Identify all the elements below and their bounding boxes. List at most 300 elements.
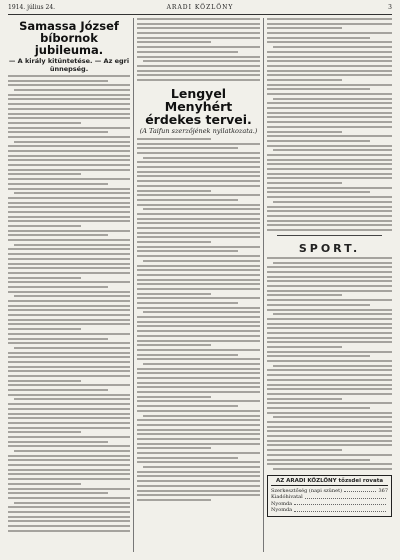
text-line (137, 316, 260, 318)
text-line (137, 56, 260, 58)
text-line (267, 369, 392, 371)
text-line (137, 382, 260, 384)
text-line (8, 188, 130, 190)
text-line (8, 338, 108, 340)
text-line (267, 337, 392, 339)
text-line (137, 199, 238, 201)
text-line (267, 37, 370, 39)
text-line (137, 204, 260, 206)
text-line (137, 377, 260, 379)
text-line (14, 295, 130, 297)
text-line (137, 23, 260, 25)
text-line (8, 408, 130, 410)
text-line (137, 152, 260, 154)
text-line (137, 494, 260, 496)
text-line (267, 140, 370, 142)
text-line (267, 220, 392, 222)
text-line (8, 300, 130, 302)
text-line (137, 166, 260, 168)
text-line (267, 18, 392, 20)
text-line (8, 436, 130, 438)
text-line (273, 313, 392, 315)
text-line (137, 269, 260, 271)
text-line (8, 333, 130, 335)
text-line (137, 255, 260, 257)
text-line (8, 197, 130, 199)
text-line (267, 276, 392, 278)
text-line (137, 161, 260, 163)
text-line (137, 79, 260, 81)
text-line (267, 177, 392, 179)
text-line (137, 185, 260, 187)
column-1 (8, 18, 130, 552)
text-line (267, 107, 392, 109)
text-line (273, 262, 392, 264)
text-line (137, 232, 260, 234)
text-line (8, 183, 108, 185)
column-2 (137, 18, 260, 552)
text-line (273, 201, 392, 203)
text-line (137, 227, 260, 229)
text-line (267, 191, 370, 193)
text-line (267, 27, 342, 29)
text-line (137, 400, 260, 402)
text-line (267, 145, 392, 147)
text-line (8, 173, 81, 175)
text-line (137, 37, 260, 39)
text-line (267, 398, 342, 400)
text-line (8, 211, 130, 213)
text-line (137, 74, 260, 76)
text-line (267, 463, 392, 465)
text-line (267, 402, 392, 404)
text-line (267, 187, 392, 189)
column-divider (263, 18, 264, 552)
text-line (137, 335, 260, 337)
text-line (267, 299, 392, 301)
text-line (143, 260, 260, 262)
article-body (267, 257, 392, 470)
text-line (137, 51, 238, 53)
text-line (137, 213, 260, 215)
text-line (137, 246, 260, 248)
text-line (267, 135, 392, 137)
text-line (137, 419, 260, 421)
text-line (8, 323, 130, 325)
text-line (137, 297, 260, 299)
text-line (273, 46, 392, 48)
text-line (137, 180, 260, 182)
text-line (8, 220, 130, 222)
text-line (267, 393, 392, 395)
text-line (137, 70, 260, 72)
text-line (8, 206, 130, 208)
text-line (267, 159, 392, 161)
text-line (8, 225, 81, 227)
text-line (137, 175, 260, 177)
text-line (137, 321, 260, 323)
text-line (267, 154, 392, 156)
text-line (8, 417, 130, 419)
info-box-label: Nyomda (271, 500, 293, 507)
text-line (267, 93, 392, 95)
text-line (137, 18, 260, 20)
text-line (267, 318, 392, 320)
text-line (14, 450, 130, 452)
text-line (137, 46, 260, 48)
text-line (14, 89, 130, 91)
text-line (267, 88, 370, 90)
text-line (137, 410, 260, 412)
text-line (267, 65, 392, 67)
text-line (137, 340, 260, 342)
text-line (137, 41, 211, 43)
text-line (267, 163, 392, 165)
text-line (8, 305, 130, 307)
text-line (267, 126, 392, 128)
text-line (8, 516, 130, 518)
text-line (8, 239, 130, 241)
text-line (8, 145, 130, 147)
text-line (273, 149, 392, 151)
text-line (267, 229, 392, 231)
text-line (8, 169, 130, 171)
text-line (8, 488, 130, 490)
text-line (267, 290, 392, 292)
info-box (267, 475, 392, 517)
section-heading-sport: SPORT. (298, 241, 361, 255)
text-line (8, 281, 130, 283)
page-number: 3 (388, 4, 392, 11)
text-line (8, 375, 130, 377)
text-line (8, 248, 130, 250)
text-line (267, 121, 392, 123)
text-line (8, 366, 130, 368)
text-line (137, 194, 260, 196)
text-line (137, 250, 238, 252)
text-line (137, 424, 260, 426)
text-line (137, 372, 260, 374)
text-line (273, 468, 392, 470)
text-line (267, 388, 392, 390)
text-line (8, 319, 130, 321)
text-line (8, 136, 130, 138)
text-line (137, 475, 260, 477)
article-body (8, 75, 130, 532)
text-line (8, 473, 130, 475)
text-line (8, 314, 130, 316)
text-line (143, 208, 260, 210)
text-line (267, 459, 370, 461)
text-line (137, 386, 260, 388)
text-line (137, 485, 260, 487)
text-line (14, 502, 130, 504)
text-line (143, 415, 260, 417)
text-line (8, 253, 130, 255)
text-line (267, 346, 342, 348)
text-line (8, 352, 130, 354)
text-line (137, 307, 260, 309)
text-line (8, 178, 130, 180)
text-line (267, 323, 392, 325)
text-line (137, 138, 211, 140)
text-line (267, 182, 342, 184)
text-line (137, 325, 260, 327)
text-line (267, 280, 392, 282)
text-line (8, 127, 130, 129)
section-rule (277, 235, 382, 236)
text-line (8, 309, 130, 311)
text-line (8, 258, 130, 260)
article-subheadline: (A Taifun szerzőjének nyilatkozata.) (139, 126, 258, 135)
text-line (137, 490, 260, 492)
text-line (267, 70, 392, 72)
leader-dots (344, 488, 376, 493)
text-line (8, 164, 130, 166)
text-line (8, 455, 130, 457)
text-line (137, 283, 260, 285)
article-body (267, 18, 392, 231)
text-line (267, 454, 392, 456)
text-line (267, 407, 370, 409)
text-line (267, 412, 392, 414)
text-line (267, 421, 392, 423)
text-line (8, 431, 81, 433)
text-line (8, 94, 130, 96)
text-line (143, 466, 260, 468)
text-line (267, 131, 342, 133)
leader-dots (305, 494, 386, 499)
info-box-label: Nyomda (271, 507, 293, 514)
text-line (267, 309, 392, 311)
text-line (8, 380, 81, 382)
column-divider (133, 18, 134, 552)
text-line (267, 79, 342, 81)
text-line (8, 459, 130, 461)
text-line (267, 257, 392, 259)
text-line (267, 60, 392, 62)
text-line (137, 32, 260, 34)
text-line (8, 530, 130, 532)
text-line (137, 147, 238, 149)
text-line (267, 266, 392, 268)
text-line (8, 389, 108, 391)
text-line (137, 143, 260, 145)
text-line (14, 347, 130, 349)
text-line (14, 192, 130, 194)
text-line (14, 244, 130, 246)
text-line (8, 75, 130, 77)
text-line (137, 293, 211, 295)
text-line (8, 511, 130, 513)
text-line (8, 131, 108, 133)
text-line (137, 279, 260, 281)
text-line (8, 328, 81, 330)
text-line (8, 98, 130, 100)
text-line (267, 379, 392, 381)
text-line (137, 480, 260, 482)
text-line (8, 441, 108, 443)
text-line (8, 370, 130, 372)
text-line (267, 327, 392, 329)
text-line (267, 102, 392, 104)
text-line (267, 32, 392, 34)
text-line (8, 150, 130, 152)
info-box-title: AZ ARADI KÖZLÖNY tőzsdei rovata (271, 478, 388, 486)
text-line (137, 222, 260, 224)
text-line (143, 363, 260, 365)
text-line (137, 391, 260, 393)
article-body (137, 138, 260, 501)
text-line (137, 265, 260, 267)
text-line (137, 358, 260, 360)
text-line (8, 525, 130, 527)
leader-dots (294, 507, 386, 512)
text-line (267, 74, 392, 76)
info-box-value: 367 (378, 487, 388, 494)
masthead-rule (8, 14, 392, 15)
text-line (8, 464, 130, 466)
text-line (137, 344, 211, 346)
text-line (267, 294, 342, 296)
text-line (8, 155, 130, 157)
text-line (267, 224, 392, 226)
text-line (8, 483, 81, 485)
text-line (137, 236, 260, 238)
text-line (143, 157, 260, 159)
text-line (8, 361, 130, 363)
text-line (8, 403, 130, 405)
article-body (137, 18, 260, 81)
text-line (267, 168, 392, 170)
text-line (267, 355, 370, 357)
text-line (137, 218, 260, 220)
text-line (8, 497, 130, 499)
text-line (137, 443, 260, 445)
text-line (137, 190, 211, 192)
text-line (137, 274, 260, 276)
text-line (8, 413, 130, 415)
info-box-label: Szerkesztőség (napi szünet) (271, 487, 343, 494)
text-line (267, 332, 392, 334)
text-line (267, 285, 392, 287)
text-line (267, 360, 392, 362)
text-line (137, 354, 238, 356)
issue-date: 1914. július 24. (8, 4, 56, 11)
text-line (267, 426, 392, 428)
text-line (8, 478, 130, 480)
text-line (8, 103, 130, 105)
text-line (8, 122, 81, 124)
text-line (8, 394, 130, 396)
text-line (8, 427, 130, 429)
text-line (8, 159, 130, 161)
text-line (267, 351, 392, 353)
text-line (267, 449, 342, 451)
text-line (267, 206, 392, 208)
text-line (8, 263, 130, 265)
text-line (137, 438, 260, 440)
text-line (137, 433, 260, 435)
text-line (8, 267, 130, 269)
text-line (267, 116, 392, 118)
text-line (8, 84, 130, 86)
text-line (8, 506, 130, 508)
masthead (8, 4, 392, 14)
text-line (137, 471, 260, 473)
column-3 (267, 18, 392, 552)
article-headline: Samassa József bíbornok jubileuma. (19, 19, 119, 57)
text-line (137, 65, 260, 67)
text-line (137, 368, 260, 370)
text-line (8, 356, 130, 358)
text-line (267, 210, 392, 212)
text-line (8, 272, 130, 274)
text-line (267, 440, 392, 442)
leader-dots (294, 501, 386, 506)
text-line (273, 98, 392, 100)
text-line (137, 288, 260, 290)
newspaper-title: ARADI KÖZLÖNY (166, 4, 234, 11)
text-line (143, 60, 260, 62)
text-line (137, 302, 238, 304)
text-line (8, 216, 130, 218)
text-line (8, 108, 130, 110)
text-line (8, 520, 130, 522)
text-line (8, 445, 130, 447)
text-line (137, 461, 260, 463)
text-line (267, 23, 392, 25)
text-line (137, 27, 260, 29)
text-line (8, 234, 108, 236)
text-line (267, 374, 392, 376)
text-line (8, 117, 130, 119)
text-line (8, 230, 130, 232)
text-line (8, 202, 130, 204)
text-line (267, 196, 392, 198)
info-box-row (271, 507, 388, 514)
text-line (137, 499, 211, 501)
text-line (8, 492, 108, 494)
text-line (137, 405, 238, 407)
text-line (8, 277, 81, 279)
text-line (267, 430, 392, 432)
text-line (267, 56, 392, 58)
text-line (137, 396, 211, 398)
text-line (267, 41, 392, 43)
text-line (8, 469, 130, 471)
text-line (8, 422, 130, 424)
text-line (137, 447, 211, 449)
text-line (137, 241, 211, 243)
text-line (267, 271, 392, 273)
info-box-label: Kiadóhivatal (271, 494, 303, 501)
text-line (137, 457, 238, 459)
text-line (267, 304, 370, 306)
text-line (267, 444, 392, 446)
text-line (267, 341, 392, 343)
text-line (8, 80, 108, 82)
text-line (8, 384, 130, 386)
text-line (273, 416, 392, 418)
text-line (14, 398, 130, 400)
article-headline: Lengyel Menyhért érdekes tervei. (145, 85, 252, 127)
text-line (137, 171, 260, 173)
text-line (267, 112, 392, 114)
article-subheadline: — A király kitüntetése. — Az egri ünnepség. (8, 57, 130, 73)
text-line (8, 291, 130, 293)
text-line (8, 286, 108, 288)
